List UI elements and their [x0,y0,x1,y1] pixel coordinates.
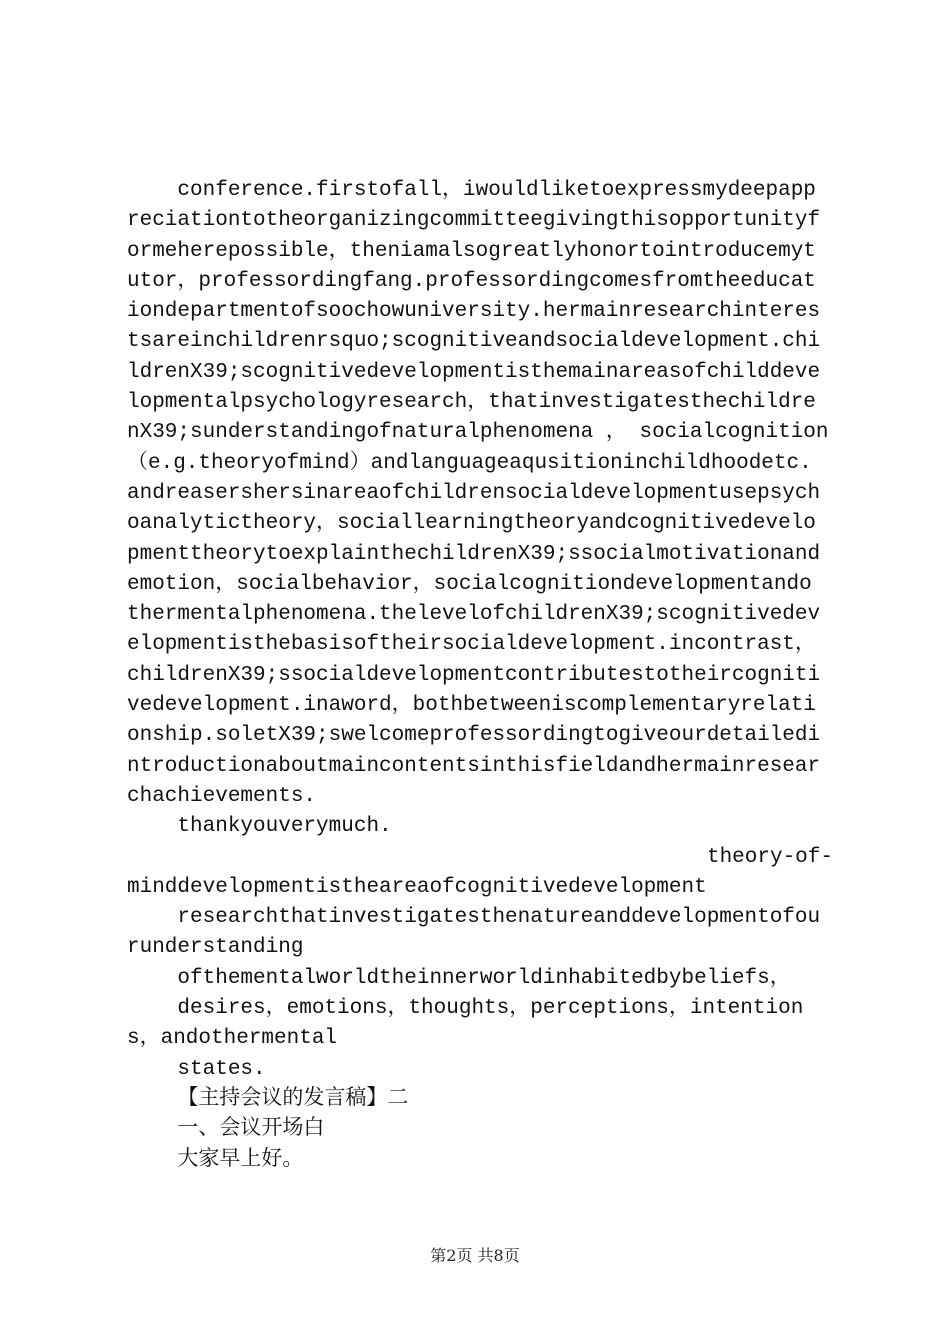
text-line: utor，professordingfang.professordingcomesfromtheeducat [127,269,816,293]
text-line: thermentalphenomena.thelevelofchildrenX39;scognitivedev [127,603,821,627]
text-line: ofthementalworldtheinnerworldinhabitedbybeliefs， [127,966,791,990]
text-line: childrenX39;ssocialdevelopmentcontributestotheircogniti [127,663,821,687]
text-line: 【主持会议的发言稿】二 [127,1087,409,1111]
text-line: onship.soletX39;swelcomeprofessordingtogiveourdetailedi [127,724,821,748]
text-line: s，andothermental [127,1027,338,1051]
text-line: ormeherepossible，theniamalsogreatlyhonortointroducemyt [127,239,816,263]
text-line: 大家早上好。 [127,1148,304,1172]
text-line: conference.firstofall，iwouldliketoexpressmydeepapp [127,179,816,202]
text-line: pmenttheorytoexplainthechildrenX39;ssocialmotivationand [127,542,821,566]
text-line: runderstanding [127,936,304,960]
text-line: emotion，socialbehavior，socialcognitiondevelopmentando [127,572,812,596]
text-line: researchthatinvestigatesthenatureanddevelopmentofou [127,906,821,930]
text-line: nX39;sunderstandingofnaturalphenomena ， socialcognition [127,421,829,445]
text-line: theory-of- [706,845,833,869]
text-line: elopmentisthebasisoftheirsocialdevelopment.incontrast， [127,633,816,657]
text-line: thankyouverymuch. [127,815,392,839]
text-line: lopmentalpsychologyresearch，thatinvestigatesthechildre [127,391,816,415]
text-line: ntroductionaboutmaincontentsinthisfieldandhermainresear [127,754,821,778]
text-line: minddevelopmentistheareaofcognitivedevelopment [127,875,707,899]
text-line: chachievements. [127,784,317,808]
text-line: desires，emotions，thoughts，perceptions，intention [127,997,804,1021]
text-line: 一、会议开场白 [127,1118,325,1142]
text-line: reciationtotheorganizingcommitteegivingthisopportunityf [127,209,821,233]
text-line: ldrenX39;scognitivedevelopmentisthemainareasofchilddeve [127,360,821,384]
text-line: iondepartmentofsoochowuniversity.hermainresearchinteres [127,300,821,324]
body-text [127,176,833,1176]
text-line: oanalytictheory，sociallearningtheoryandcognitivedevelo [127,512,816,536]
text-line: states. [127,1057,266,1081]
page-footer: 第2页 共8页 [430,1246,520,1265]
text-line: andreasershersinareaofchildrensocialdevelopmentusepsych [127,481,821,505]
text-line: vedevelopment.inaword，bothbetweeniscomplementaryrelati [127,694,816,718]
text-line: （e.g.theoryofmind）andlanguageaqusitioninchildhoodetc. [127,451,812,475]
text-line: tsareinchildrenrsquo;scognitiveandsocialdevelopment.chi [127,330,821,354]
